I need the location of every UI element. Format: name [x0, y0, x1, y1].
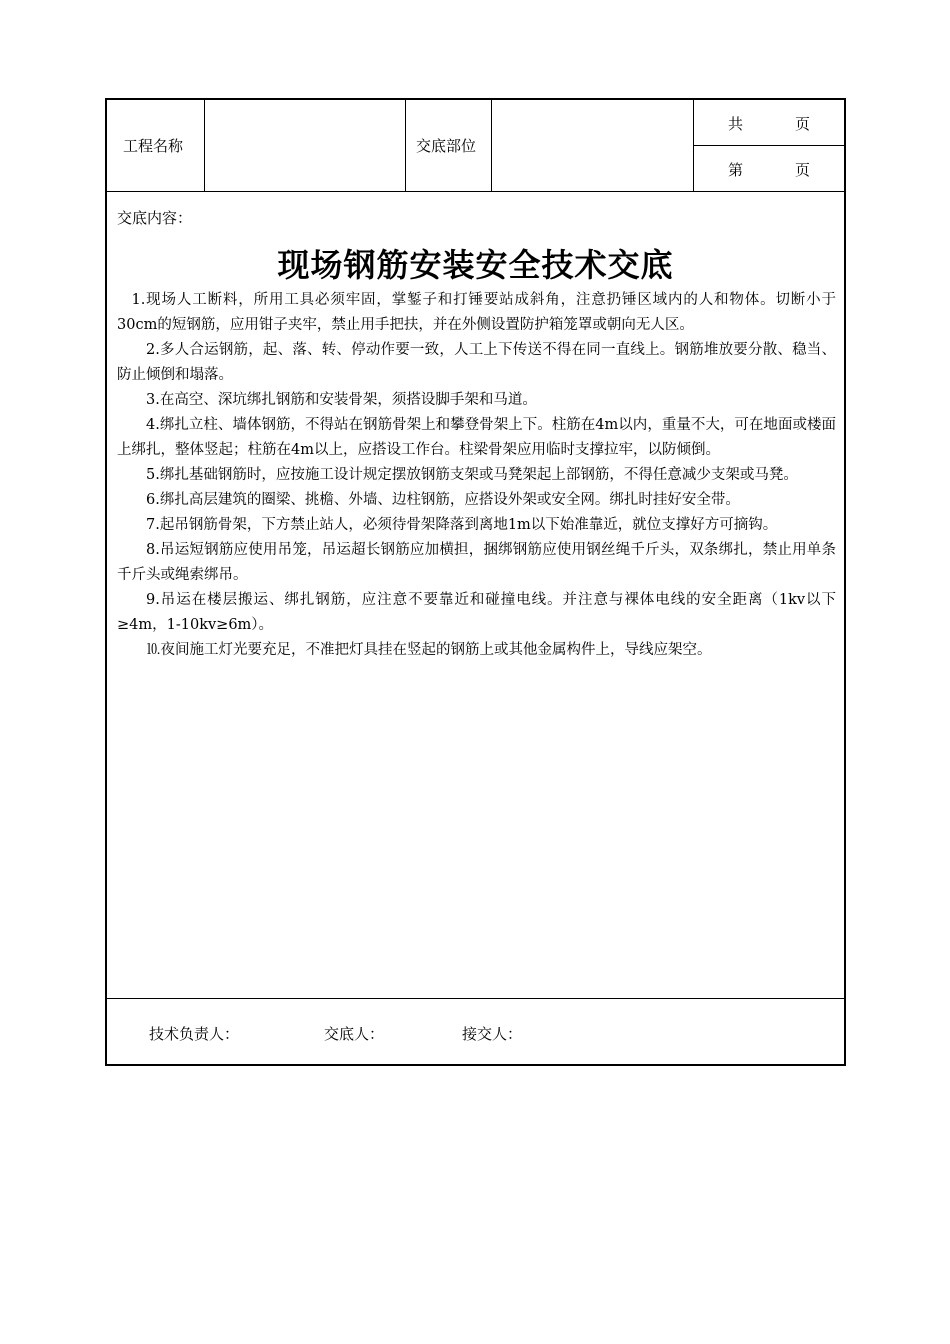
- page-no-suffix: 页: [795, 161, 811, 179]
- disclosure-item-1: 1.现场人工断料，所用工具必须牢固，掌錾子和打锤要站成斜角，注意扔锤区域内的人和物体。切断小于30cm的短钢筋，应用钳子夹牢，禁止用手把扶，并在外侧设置防护箱笼罩或朝向无人区。: [117, 292, 836, 333]
- location-label: 交底部位: [416, 137, 477, 155]
- project-name-value[interactable]: [215, 136, 395, 156]
- total-pages-suffix: 页: [795, 115, 811, 133]
- header-col-divider-4: [693, 100, 694, 192]
- page-no-prefix: 第: [728, 161, 744, 179]
- disclosure-content-label: 交底内容：: [117, 209, 193, 227]
- disclosure-item-3: 3.在高空、深坑绑扎钢筋和安装骨架，须搭设脚手架和马道。: [146, 392, 537, 408]
- disclosure-item-4: 4.绑扎立柱、墙体钢筋，不得站在钢筋骨架上和攀登骨架上下。柱筋在4m以内，重量不大，可在地面或楼面上绑扎，整体竖起；柱筋在4m以上，应搭设工作台。柱梁骨架应用临时支撑拉牢，以防倾倒。: [117, 417, 836, 458]
- project-name-label: 工程名称: [123, 137, 184, 155]
- page-cell-divider: [693, 145, 844, 146]
- disclosure-items: [117, 288, 836, 663]
- disclosure-item-7: 7.起吊钢筋骨架，下方禁止站人，必须待骨架降落到离地1m以下始准靠近，就位支撑好方可摘钩。: [146, 517, 778, 533]
- presenter-signature-label: 交底人：: [324, 1025, 385, 1043]
- header-col-divider-3: [491, 100, 492, 192]
- disclosure-item-2: 2.多人合运钢筋，起、落、转、停动作要一致，人工上下传送不得在同一直线上。钢筋堆放要分散、稳当、防止倾倒和塌落。: [117, 342, 836, 383]
- tech-lead-signature-label: 技术负责人：: [149, 1025, 240, 1043]
- total-pages-prefix: 共: [728, 115, 744, 133]
- disclosure-item-9: 9.吊运在楼层搬运、绑扎钢筋，应注意不要靠近和碰撞电线。并注意与裸体电线的安全距离（1kv以下≥4m，1-10kv≥6m）。: [117, 592, 836, 633]
- disclosure-item-5: 5.绑扎基础钢筋时，应按施工设计规定摆放钢筋支架或马凳架起上部钢筋，不得任意减少支架或马凳。: [146, 467, 798, 483]
- disclosure-item-6: 6.绑扎高层建筑的圈梁、挑檐、外墙、边柱钢筋，应搭设外架或安全网。绑扎时挂好安全带。: [146, 492, 740, 508]
- header-col-divider-1: [204, 100, 205, 192]
- header-col-divider-2: [405, 100, 406, 192]
- receiver-signature-label: 接交人：: [462, 1025, 523, 1043]
- disclosure-item-10: ⒑夜间施工灯光要充足，不准把灯具挂在竖起的钢筋上或其他金属构件上，导线应架空。: [146, 642, 712, 658]
- disclosure-form: [105, 98, 846, 1066]
- disclosure-item-8: 8.吊运短钢筋应使用吊笼，吊运超长钢筋应加横担，捆绑钢筋应使用钢丝绳千斤头，双条绑扎，禁止用单条千斤头或绳索绑吊。: [117, 542, 836, 583]
- document-title: 现场钢筋安装安全技术交底: [277, 246, 674, 284]
- header-bottom-divider: [107, 191, 844, 192]
- location-value[interactable]: [502, 136, 682, 156]
- footer-divider: [107, 998, 844, 999]
